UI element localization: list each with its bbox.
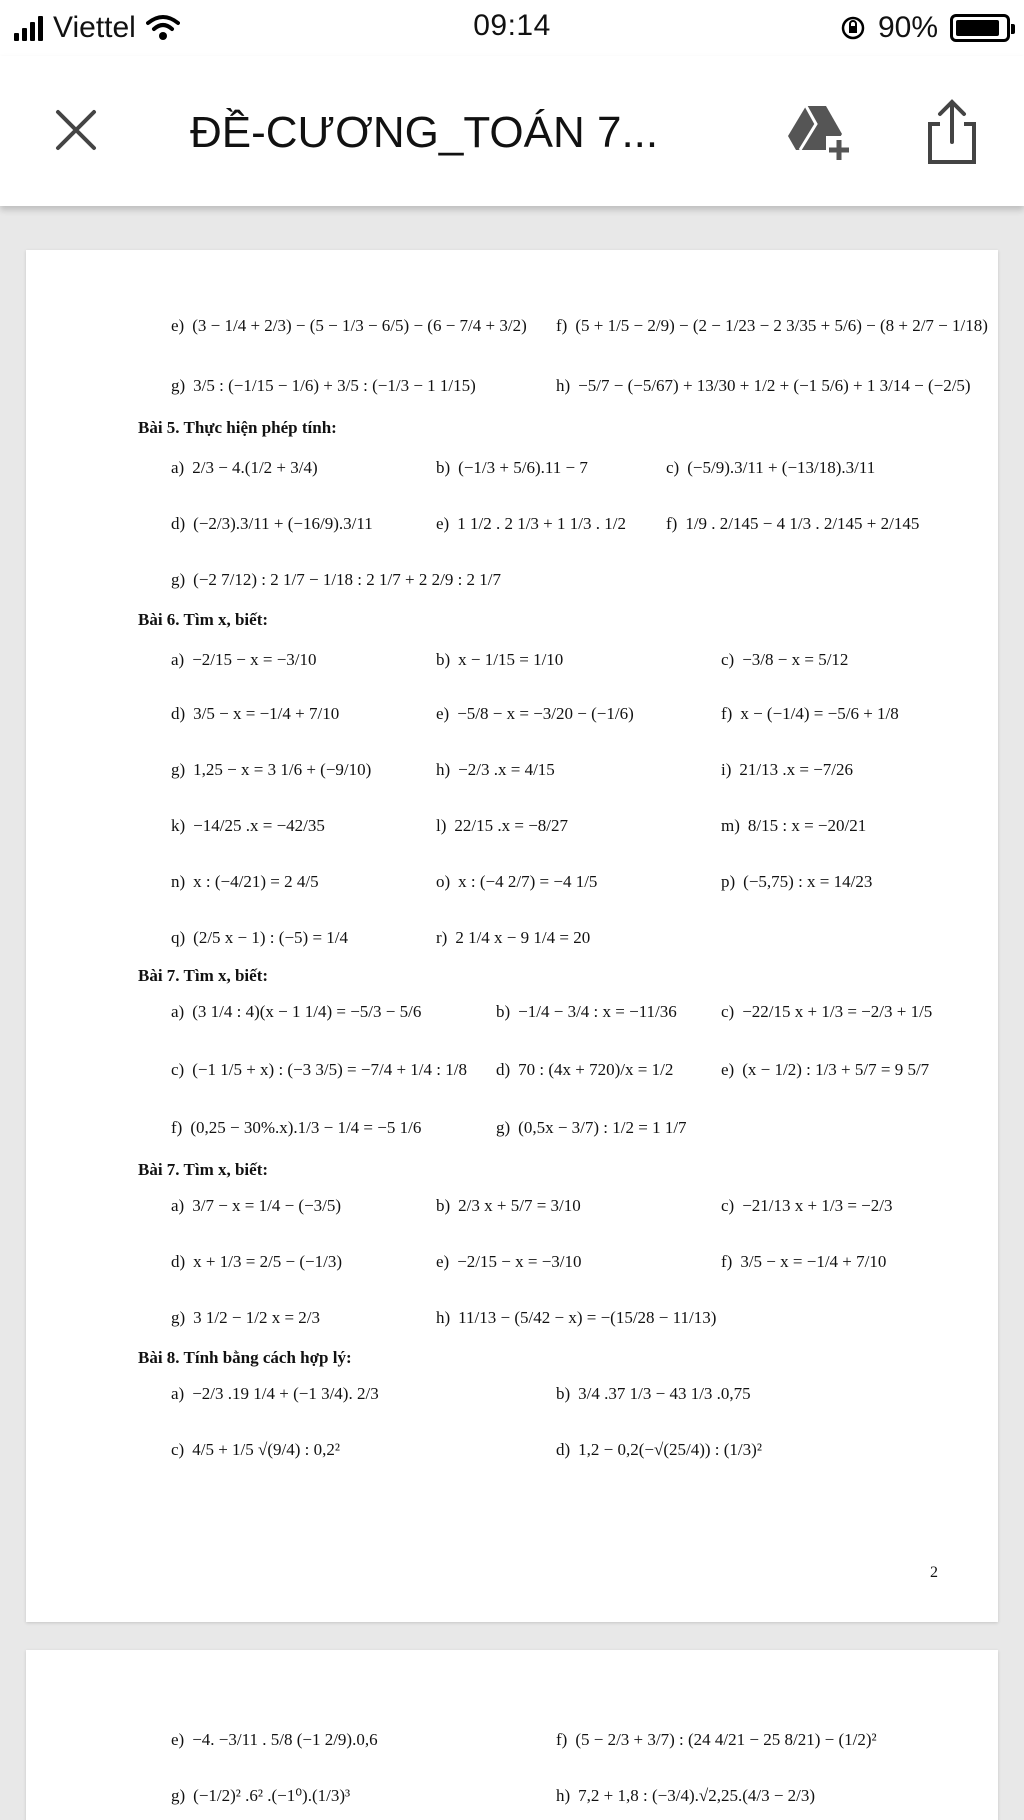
bai7a-item-g: g) (0,5x − 3/7) : 1/2 = 1 1/7: [496, 1118, 687, 1137]
bai6-item-n: n) x : (−4/21) = 2 4/5: [171, 872, 319, 891]
bai6-item-d: d) 3/5 − x = −1/4 + 7/10: [171, 704, 340, 723]
status-right: [840, 8, 1010, 48]
bai5-item-d: d) (−2/3).3/11 + (−16/9).3/11: [171, 514, 373, 533]
bai7a-item-c: c) −22/15 x + 1/3 = −2/3 + 1/5: [721, 1002, 933, 1021]
bai6-item-h: h) −2/3 .x = 4/15: [436, 760, 555, 779]
battery-icon: [950, 14, 1010, 42]
bai7b-heading: Bài 7. Tìm x, biết:: [138, 1160, 269, 1179]
page2-item-g: g) (−1/2)² .6² .(−1⁰).(1/3)³: [171, 1786, 351, 1805]
close-button[interactable]: [48, 102, 104, 158]
bai6-item-p: p) (−5,75) : x = 14/23: [721, 872, 873, 891]
status-time: 09:14: [473, 9, 551, 42]
document-page-1: [26, 250, 998, 1622]
bai6-item-k: k) −14/25 .x = −42/35: [171, 816, 325, 835]
add-to-drive-button[interactable]: [782, 96, 854, 168]
bai7b-item-c: c) −21/13 x + 1/3 = −2/3: [721, 1196, 893, 1215]
document-toolbar: [0, 56, 1024, 206]
item-e: e) (3 − 1/4 + 2/3) − (5 − 1/3 − 6/5) − (6 − 7/4 + 3/2): [171, 316, 527, 335]
page-1-content: [26, 250, 998, 1622]
bai7a-item-b: b) −1/4 − 3/4 : x = −11/36: [496, 1002, 677, 1021]
share-icon: [920, 96, 984, 168]
bai6-item-c: c) −3/8 − x = 5/12: [721, 650, 849, 669]
bai5-heading: Bài 5. Thực hiện phép tính:: [138, 418, 337, 437]
page2-item-f: f) (5 − 2/3 + 3/7) : (24 4/21 − 25 8/21) − (1/2)²: [556, 1730, 877, 1749]
bai6-item-b: b) x − 1/15 = 1/10: [436, 650, 564, 669]
bai7a-item-f: f) (0,25 − 30%.x).1/3 − 1/4 = −5 1/6: [171, 1118, 422, 1137]
bai7a-item-e: e) (x − 1/2) : 1/3 + 5/7 = 9 5/7: [721, 1060, 930, 1079]
bai7b-item-f: f) 3/5 − x = −1/4 + 7/10: [721, 1252, 887, 1271]
bai6-item-l: l) 22/15 .x = −8/27: [436, 816, 569, 835]
bai7a-item-d: d) 70 : (4x + 720)/x = 1/2: [496, 1060, 674, 1079]
bai7b-item-g: g) 3 1/2 − 1/2 x = 2/3: [171, 1308, 321, 1327]
bai7b-item-d: d) x + 1/3 = 2/5 − (−1/3): [171, 1252, 343, 1271]
page2-item-e: e) −4. −3/11 . 5/8 (−1 2/9).0,6: [171, 1730, 378, 1749]
page-number: 2: [930, 1564, 938, 1581]
drive-add-icon: [782, 96, 854, 168]
bai7b-item-b: b) 2/3 x + 5/7 = 3/10: [436, 1196, 581, 1215]
bai5-item-b: b) (−1/3 + 5/6).11 − 7: [436, 458, 588, 477]
bai6-heading: Bài 6. Tìm x, biết:: [138, 610, 269, 629]
bai6-item-e: e) −5/8 − x = −3/20 − (−1/6): [436, 704, 634, 723]
bai7a-item-c2: c) (−1 1/5 + x) : (−3 3/5) = −7/4 + 1/4 : 1/8: [171, 1060, 467, 1079]
bai5-item-f: f) 1/9 . 2/145 − 4 1/3 . 2/145 + 2/145: [666, 514, 920, 533]
bai6-item-f: f) x − (−1/4) = −5/6 + 1/8: [721, 704, 899, 723]
status-bar: [0, 0, 1024, 56]
bai8-item-a: a) −2/3 .19 1/4 + (−1 3/4). 2/3: [171, 1384, 379, 1403]
bai6-item-m: m) 8/15 : x = −20/21: [721, 816, 867, 835]
battery-fill: [956, 20, 999, 36]
orientation-lock-icon: [840, 15, 866, 41]
share-button[interactable]: [920, 96, 984, 168]
item-g: g) 3/5 : (−1/15 − 1/6) + 3/5 : (−1/3 − 1 1/15): [171, 376, 476, 395]
bai7b-item-e: e) −2/15 − x = −3/10: [436, 1252, 582, 1271]
bai7b-item-a: a) 3/7 − x = 1/4 − (−3/5): [171, 1196, 342, 1215]
close-icon: [48, 102, 104, 158]
bai7b-item-h: h) 11/13 − (5/42 − x) = −(15/28 − 11/13): [436, 1308, 717, 1327]
bai7a-heading: Bài 7. Tìm x, biết:: [138, 966, 269, 985]
bai6-item-r: r) 2 1/4 x − 9 1/4 = 20: [436, 928, 591, 947]
bai6-item-a: a) −2/15 − x = −3/10: [171, 650, 317, 669]
document-page-2: [26, 1650, 998, 1820]
bai6-item-q: q) (2/5 x − 1) : (−5) = 1/4: [171, 928, 348, 947]
document-title: ĐỀ-CƯƠNG_TOÁN 7...: [190, 108, 659, 157]
battery-percent: 90%: [877, 11, 938, 44]
bai8-heading: Bài 8. Tính bằng cách hợp lý:: [138, 1348, 352, 1367]
bai8-item-b: b) 3/4 .37 1/3 − 43 1/3 .0,75: [556, 1384, 751, 1403]
bai8-item-d: d) 1,2 − 0,2(−√(25/4)) : (1/3)²: [556, 1440, 762, 1459]
bai6-item-g: g) 1,25 − x = 3 1/6 + (−9/10): [171, 760, 372, 779]
bai5-item-g: g) (−2 7/12) : 2 1/7 − 1/18 : 2 1/7 + 2 2/9 : 2 1/7: [171, 570, 502, 589]
bai8-item-c: c) 4/5 + 1/5 √(9/4) : 0,2²: [171, 1440, 340, 1459]
carrier-label: Viettel: [53, 11, 136, 44]
bai5-item-e: e) 1 1/2 . 2 1/3 + 1 1/3 . 1/2: [436, 514, 626, 533]
bai6-item-i: i) 21/13 .x = −7/26: [721, 760, 854, 779]
bai6-item-o: o) x : (−4 2/7) = −4 1/5: [436, 872, 598, 891]
bai5-item-a: a) 2/3 − 4.(1/2 + 3/4): [171, 458, 318, 477]
item-h: h) −5/7 − (−5/67) + 13/30 + 1/2 + (−1 5/6) + 1 3/14 − (−2/5): [556, 376, 971, 395]
item-f: f) (5 + 1/5 − 2/9) − (2 − 1/23 − 2 3/35 + 5/6) − (8 + 2/7 − 1/18): [556, 316, 988, 335]
bai7a-item-a: a) (3 1/4 : 4)(x − 1 1/4) = −5/3 − 5/6: [171, 1002, 422, 1021]
bai5-item-c: c) (−5/9).3/11 + (−13/18).3/11: [666, 458, 876, 477]
page-2-content: [26, 1650, 998, 1820]
page2-item-h: h) 7,2 + 1,8 : (−3/4).√2,25.(4/3 − 2/3): [556, 1786, 816, 1805]
